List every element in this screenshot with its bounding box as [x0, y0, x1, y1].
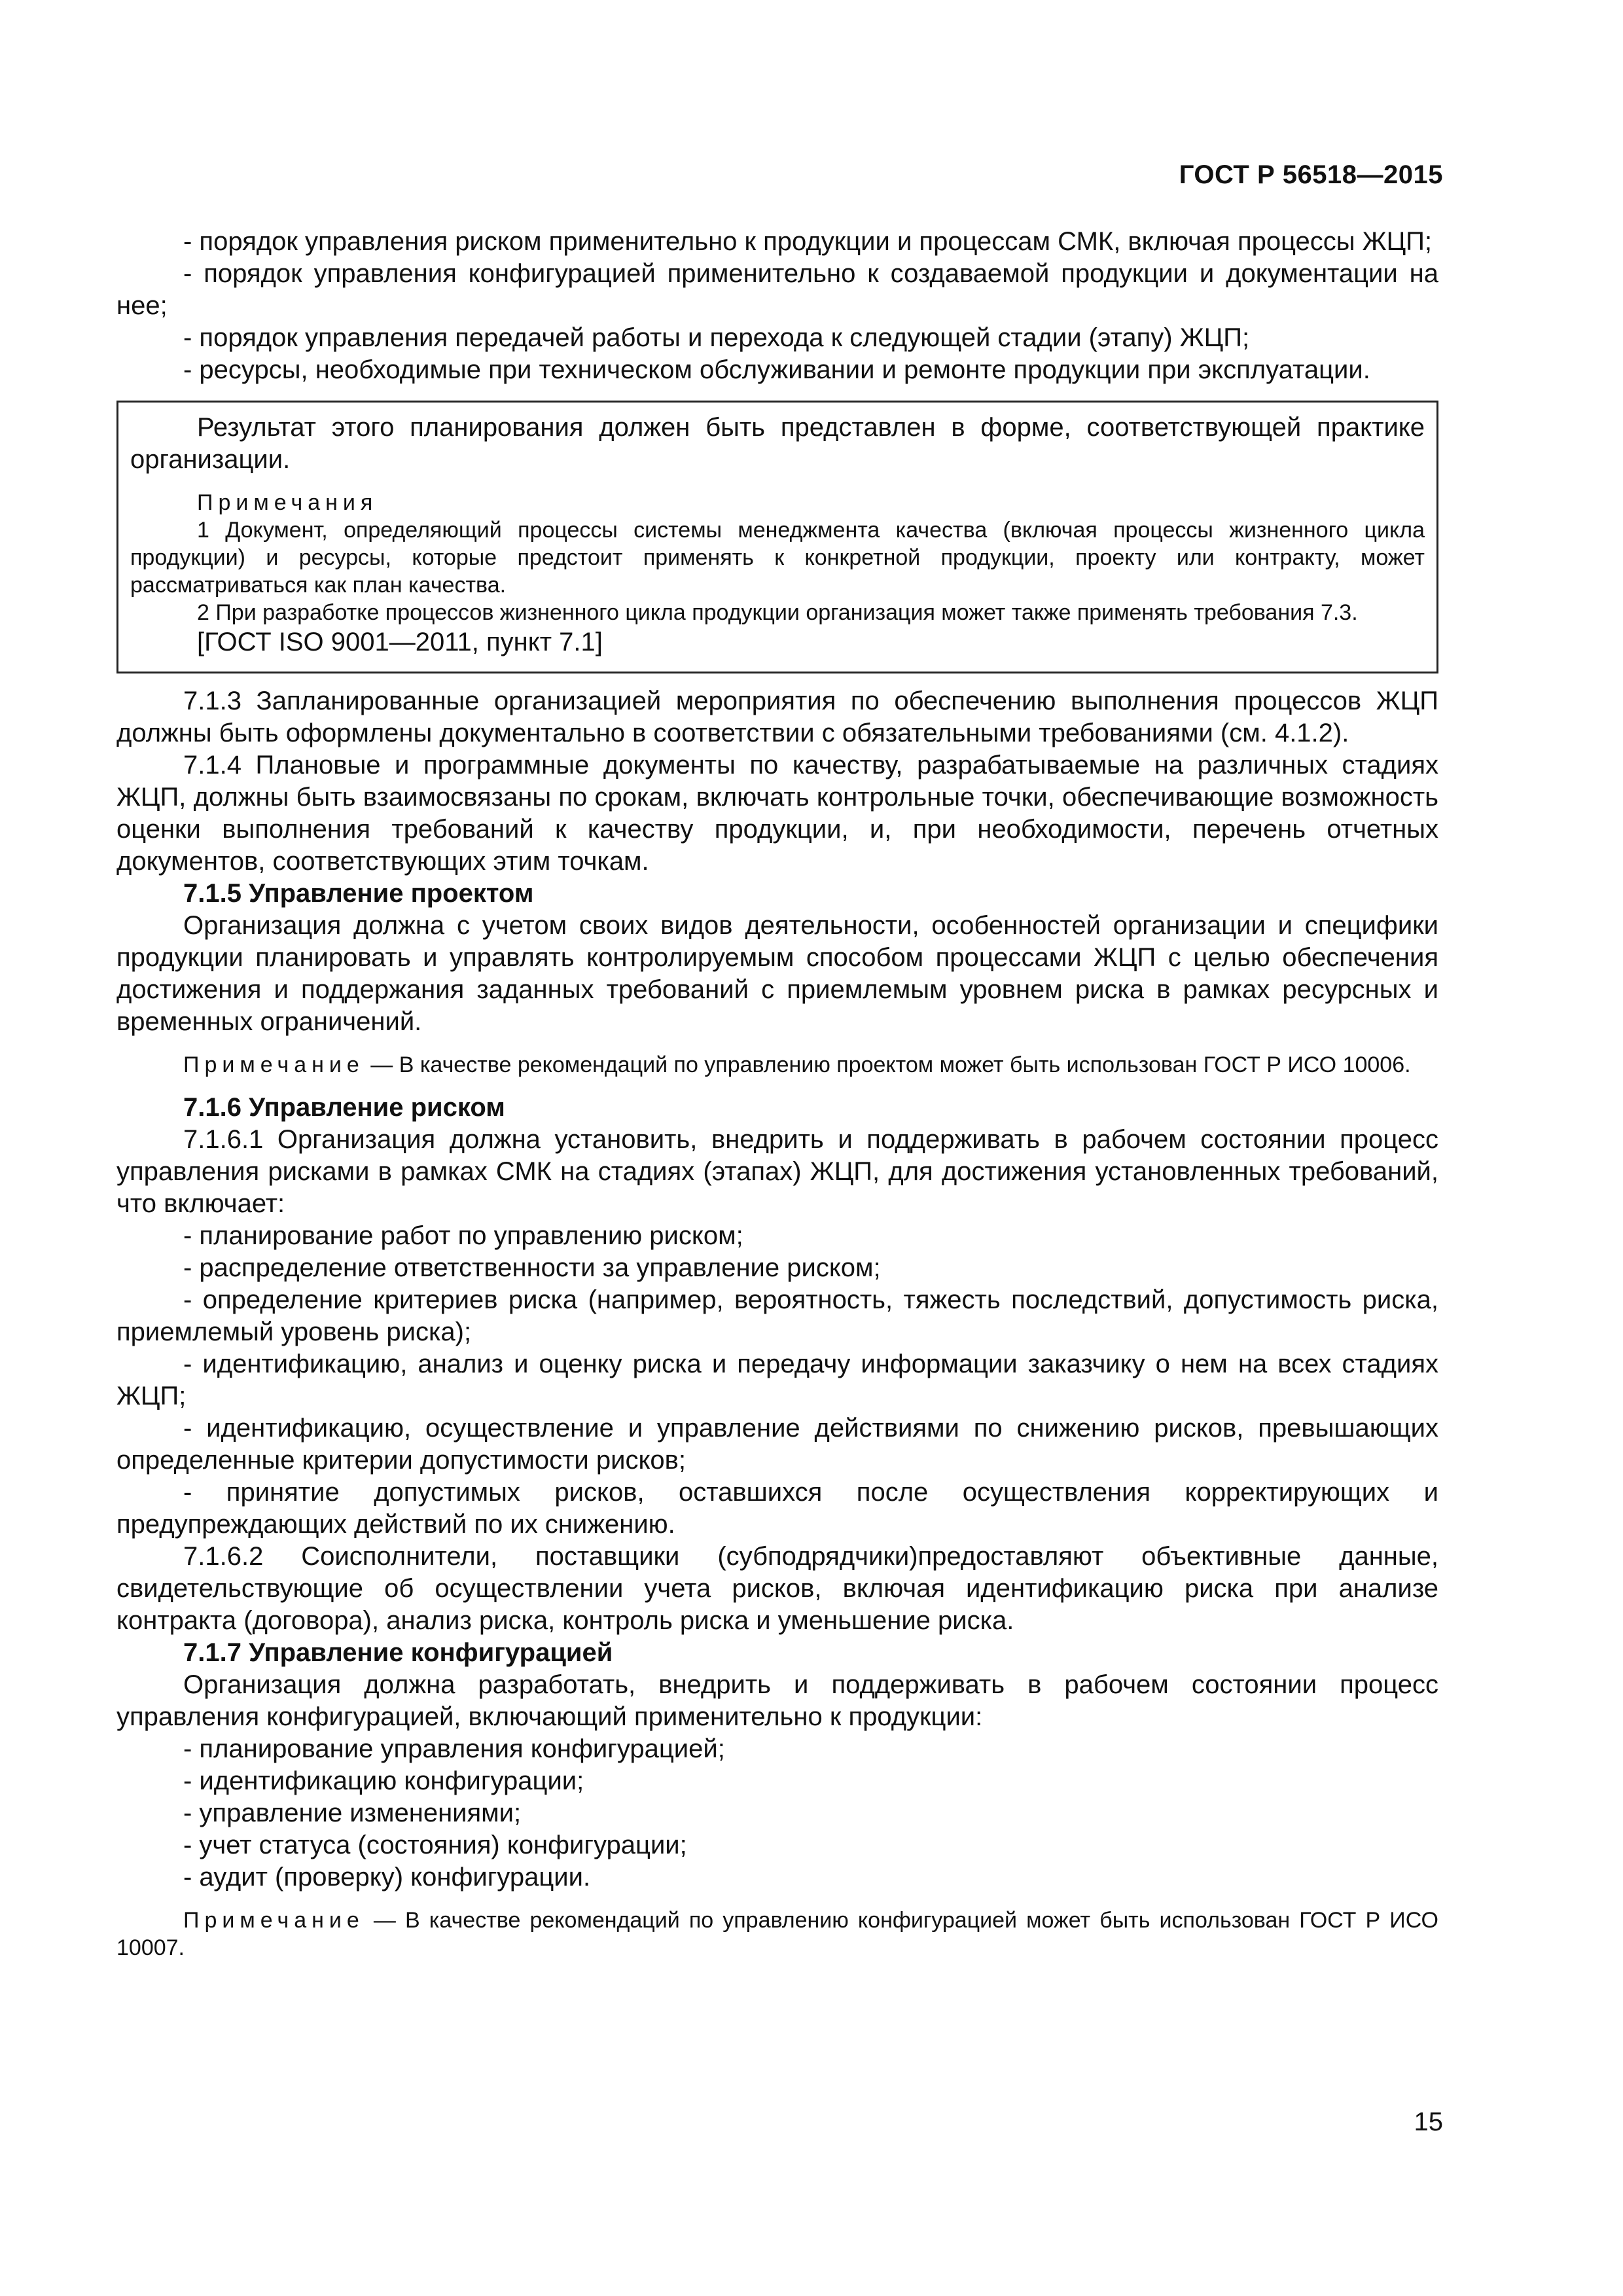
- list-item: - принятие допустимых рисков, оставшихся после осуществления корректирующих и предупреждающих действий по их снижению.: [116, 1478, 1438, 1539]
- paragraph-7-1-6-2: 7.1.6.2 Соисполнители, поставщики (субподрядчики)предоставляют объективные данные, свидетельствующие об осуществлении учета рисков, включая идентификацию риска при анализе контракта (договора), анализ риска, контроль риска и уменьшение риска.: [116, 1542, 1438, 1635]
- document-number-header: ГОСТ Р 56518—2015: [1179, 160, 1443, 189]
- list-item: - планирование работ по управлению риском;: [183, 1221, 743, 1250]
- page-content: [116, 226, 1438, 1962]
- paragraph-7-1-4: 7.1.4 Плановые и программные документы по качеству, разрабатываемые на различных стадиях ЖЦП, должны быть взаимосвязаны по срокам, включать контрольные точки, обеспечивающие возможность оценки выполнения требований к качеству продукции, и, при необходимости, перечень отчетных документов, соответствующих этим точкам.: [116, 751, 1438, 876]
- note-text: — В качестве рекомендаций по управлению конфигурацией может быть использован ГОСТ Р ИСО 10007.: [116, 1908, 1438, 1960]
- list-item: - управление изменениями;: [183, 1799, 522, 1827]
- note-1: 1 Документ, определяющий процессы системы менеджмента качества (включая процессы жизненного цикла продукции) и ресурсы, которые предстоит применять к конкретной продукции, проекту или контракту, может рассматриваться как план качества.: [130, 518, 1425, 598]
- list-item: - определение критериев риска (например, вероятность, тяжесть последствий, допустимость риска, приемлемый уровень риска);: [116, 1285, 1438, 1346]
- note-text: — В качестве рекомендаций по управлению проектом может быть использован ГОСТ Р ИСО 10006.: [364, 1052, 1411, 1077]
- list-item: - идентификацию, анализ и оценку риска и передачу информации заказчику о нем на всех стадиях ЖЦП;: [116, 1350, 1438, 1410]
- paragraph-7-1-3: 7.1.3 Запланированные организацией мероприятия по обеспечению выполнения процессов ЖЦП должны быть оформлены документально в соответствии с обязательными требованиями (см. 4.1.2).: [116, 687, 1438, 747]
- note-label: Примечание: [183, 1908, 365, 1933]
- page-number: 15: [1414, 2108, 1443, 2136]
- list-item: - ресурсы, необходимые при техническом обслуживании и ремонте продукции при эксплуатации.: [183, 355, 1370, 384]
- list-item: - порядок управления конфигурацией применительно к создаваемой продукции и документации на нее;: [116, 259, 1438, 320]
- list-item: - порядок управления риском применительно к продукции и процессам СМК, включая процессы ЖЦП;: [183, 227, 1433, 256]
- list-item: - идентификацию, осуществление и управление действиями по снижению рисков, превышающих определенные критерии допустимости рисков;: [116, 1414, 1438, 1475]
- quoted-requirement-box: [116, 401, 1438, 673]
- notes-title: Примечания: [197, 490, 378, 515]
- heading-7-1-6: 7.1.6 Управление риском: [183, 1093, 505, 1122]
- list-item: - идентификацию конфигурации;: [183, 1767, 584, 1795]
- list-item: - аудит (проверку) конфигурации.: [183, 1863, 591, 1892]
- heading-7-1-7: 7.1.7 Управление конфигурацией: [183, 1638, 613, 1667]
- list-item: - планирование управления конфигурацией;: [183, 1734, 725, 1763]
- paragraph-7-1-6-1: 7.1.6.1 Организация должна установить, внедрить и поддерживать в рабочем состоянии процесс управления рисками в рамках СМК на стадиях (этапах) ЖЦП, для достижения установленных требований, что включает:: [116, 1125, 1438, 1218]
- list-item: - учет статуса (состояния) конфигурации;: [183, 1831, 687, 1859]
- paragraph-7-1-5: Организация должна с учетом своих видов деятельности, особенностей организации и специфики продукции планировать и управлять контролируемым способом процессами ЖЦП с целью обеспечения достижения и поддержания заданных требований с приемлемым уровнем риска в рамках ресурсных и временных ограничений.: [116, 911, 1438, 1036]
- heading-7-1-5: 7.1.5 Управление проектом: [183, 879, 534, 908]
- reference-citation: [ГОСТ ISO 9001—2011, пункт 7.1]: [197, 628, 603, 656]
- note-label: Примечание: [183, 1052, 365, 1077]
- note-2: 2 При разработке процессов жизненного цикла продукции организация может также применять требования 7.3.: [197, 600, 1358, 625]
- note-7-1-5: [116, 1051, 1438, 1079]
- box-main-text: Результат этого планирования должен быть представлен в форме, соответствующей практике организации.: [130, 413, 1425, 474]
- note-7-1-7: [116, 1907, 1438, 1962]
- list-item: - порядок управления передачей работы и перехода к следующей стадии (этапу) ЖЦП;: [183, 323, 1250, 352]
- paragraph-7-1-7: Организация должна разработать, внедрить и поддерживать в рабочем состоянии процесс управления конфигурацией, включающий применительно к продукции:: [116, 1670, 1438, 1731]
- list-item: - распределение ответственности за управление риском;: [183, 1253, 881, 1282]
